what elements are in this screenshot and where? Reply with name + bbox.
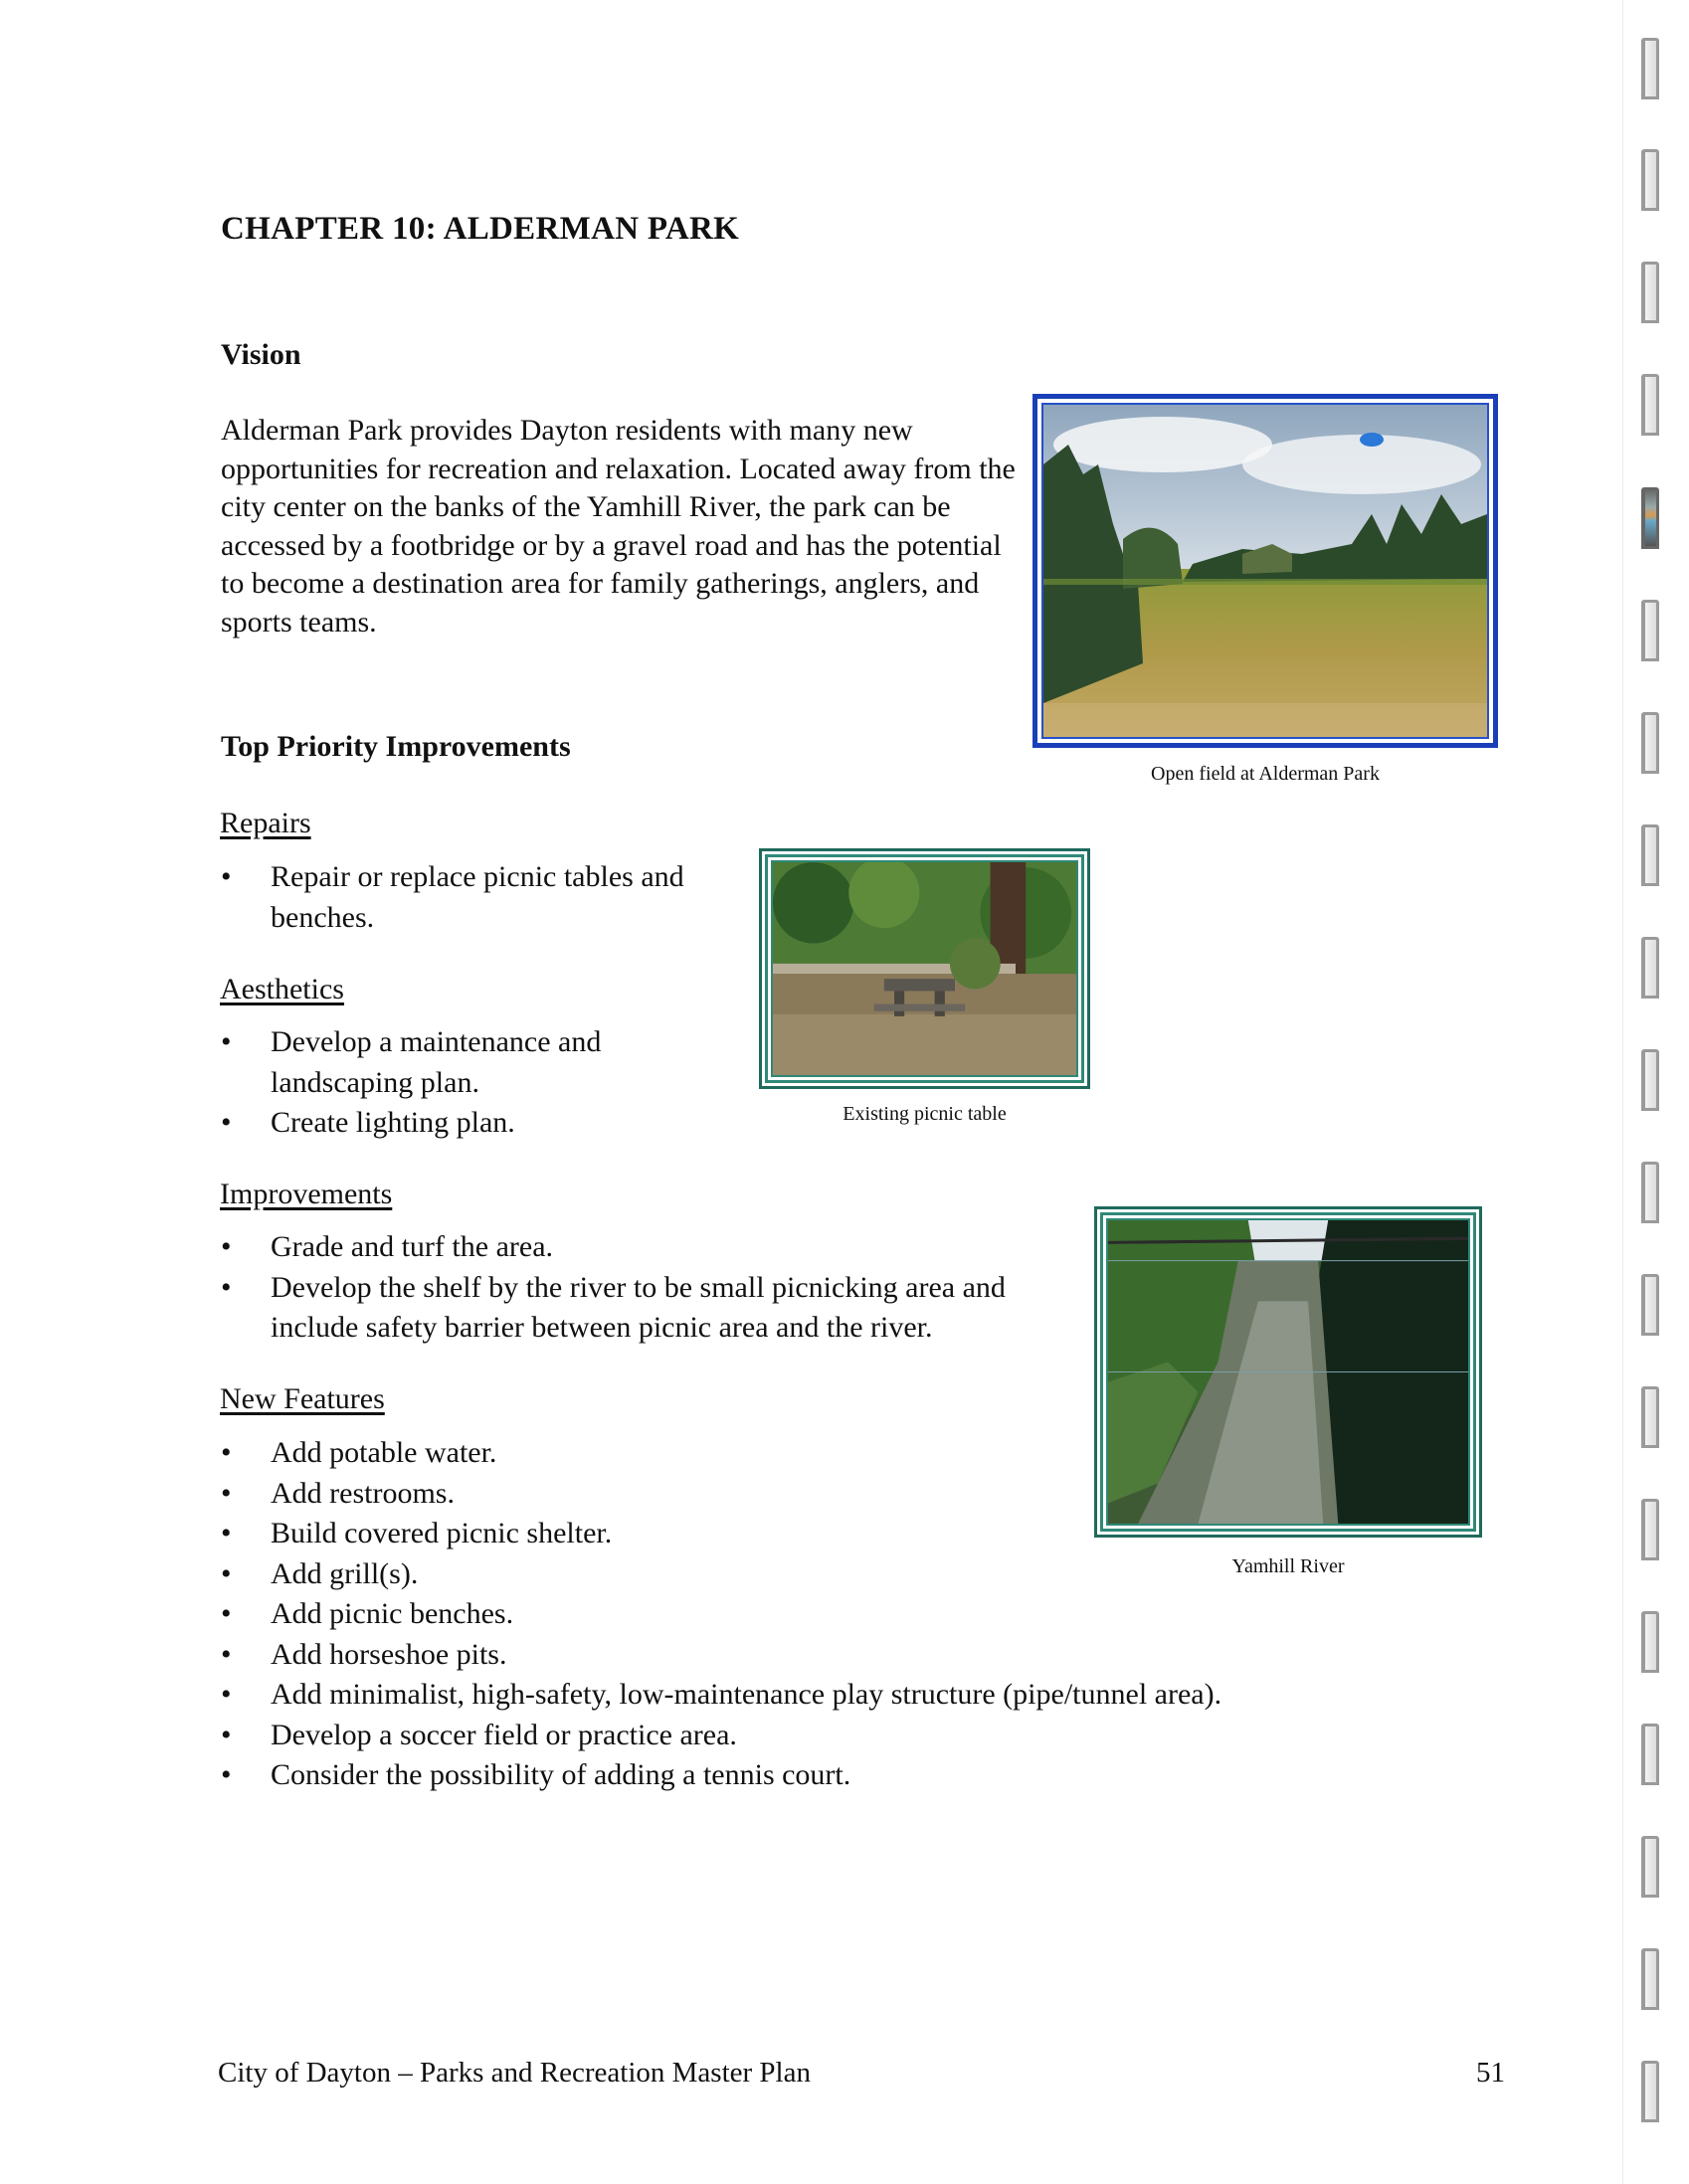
improvements-list <box>221 1227 1096 1349</box>
river-caption: Yamhill River <box>1231 1555 1345 1577</box>
list-item: • Develop the shelf by the river to be small picnicking area and include safety barrier between picnic area and the river. <box>221 1268 1096 1349</box>
list-item: • Add horseshoe pits. <box>221 1635 1414 1676</box>
picnic-photo-frame <box>759 848 1090 1089</box>
binder-tab <box>1641 1499 1659 1560</box>
binder-tab <box>1641 1274 1659 1336</box>
picnic-table-photo <box>773 862 1076 1075</box>
binder-tab <box>1641 1162 1659 1223</box>
binder-tab <box>1641 149 1659 211</box>
binder-tab <box>1641 824 1659 886</box>
binder-tab <box>1641 600 1659 661</box>
binder-tab <box>1641 1948 1659 2010</box>
improvements-label: Improvements <box>220 1178 393 1210</box>
new-features-label: New Features <box>220 1382 385 1415</box>
aesthetics-list <box>221 1022 678 1144</box>
list-item: • Develop a soccer field or practice area. <box>221 1716 1414 1756</box>
footer-title: City of Dayton – Parks and Recreation Master Plan <box>218 2057 811 2089</box>
list-item: • Add grill(s). <box>221 1554 1414 1595</box>
open-field-photo-frame <box>1032 394 1498 748</box>
list-item: • Add restrooms. <box>221 1474 1414 1515</box>
repairs-label: Repairs <box>220 807 311 839</box>
binder-tab <box>1641 1049 1659 1111</box>
priorities-heading: Top Priority Improvements <box>221 730 571 763</box>
open-field-caption: Open field at Alderman Park <box>1151 763 1380 785</box>
list-item: • Develop a maintenance and landscaping plan. <box>221 1022 678 1103</box>
binder-tab <box>1641 1836 1659 1898</box>
new-features-list <box>221 1433 1414 1796</box>
binder-tab <box>1641 487 1659 549</box>
page-number: 51 <box>1476 2057 1505 2089</box>
vision-paragraph: Alderman Park provides Dayton residents with many new opportunities for recreation and relaxation. Located away from the city center on the banks of the Yamhill River, the park can be accessed by a footbridge or by a gravel road and has the potential to become a destination area for family gatherings, anglers, and sports teams. <box>221 414 1016 638</box>
open-field-photo <box>1043 405 1487 737</box>
list-item: • Add picnic benches. <box>221 1594 1414 1635</box>
list-item: • Add potable water. <box>221 1433 1414 1474</box>
list-item: • Consider the possibility of adding a tennis court. <box>221 1755 1414 1796</box>
list-item: • Create lighting plan. <box>221 1103 678 1144</box>
list-item: • Repair or replace picnic tables and benches. <box>221 857 738 938</box>
list-item: • Grade and turf the area. <box>221 1227 1096 1268</box>
picnic-caption: Existing picnic table <box>843 1103 1007 1125</box>
binder-tab <box>1641 2061 1659 2122</box>
binder-tab <box>1641 1386 1659 1448</box>
binder-tab <box>1641 1724 1659 1785</box>
binder-tab <box>1641 38 1659 99</box>
binder-tab <box>1641 937 1659 999</box>
page-edge <box>1622 0 1623 2184</box>
binder-tab <box>1641 374 1659 436</box>
binder-tab <box>1641 262 1659 323</box>
aesthetics-label: Aesthetics <box>220 973 344 1005</box>
vision-heading: Vision <box>221 338 301 371</box>
chapter-title: CHAPTER 10: ALDERMAN PARK <box>221 211 740 247</box>
list-item: • Add minimalist, high-safety, low-maintenance play structure (pipe/tunnel area). <box>221 1675 1414 1716</box>
binder-tab <box>1641 1611 1659 1673</box>
repairs-list <box>221 857 738 938</box>
binder-tab <box>1641 712 1659 774</box>
list-item: • Build covered picnic shelter. <box>221 1514 1414 1554</box>
